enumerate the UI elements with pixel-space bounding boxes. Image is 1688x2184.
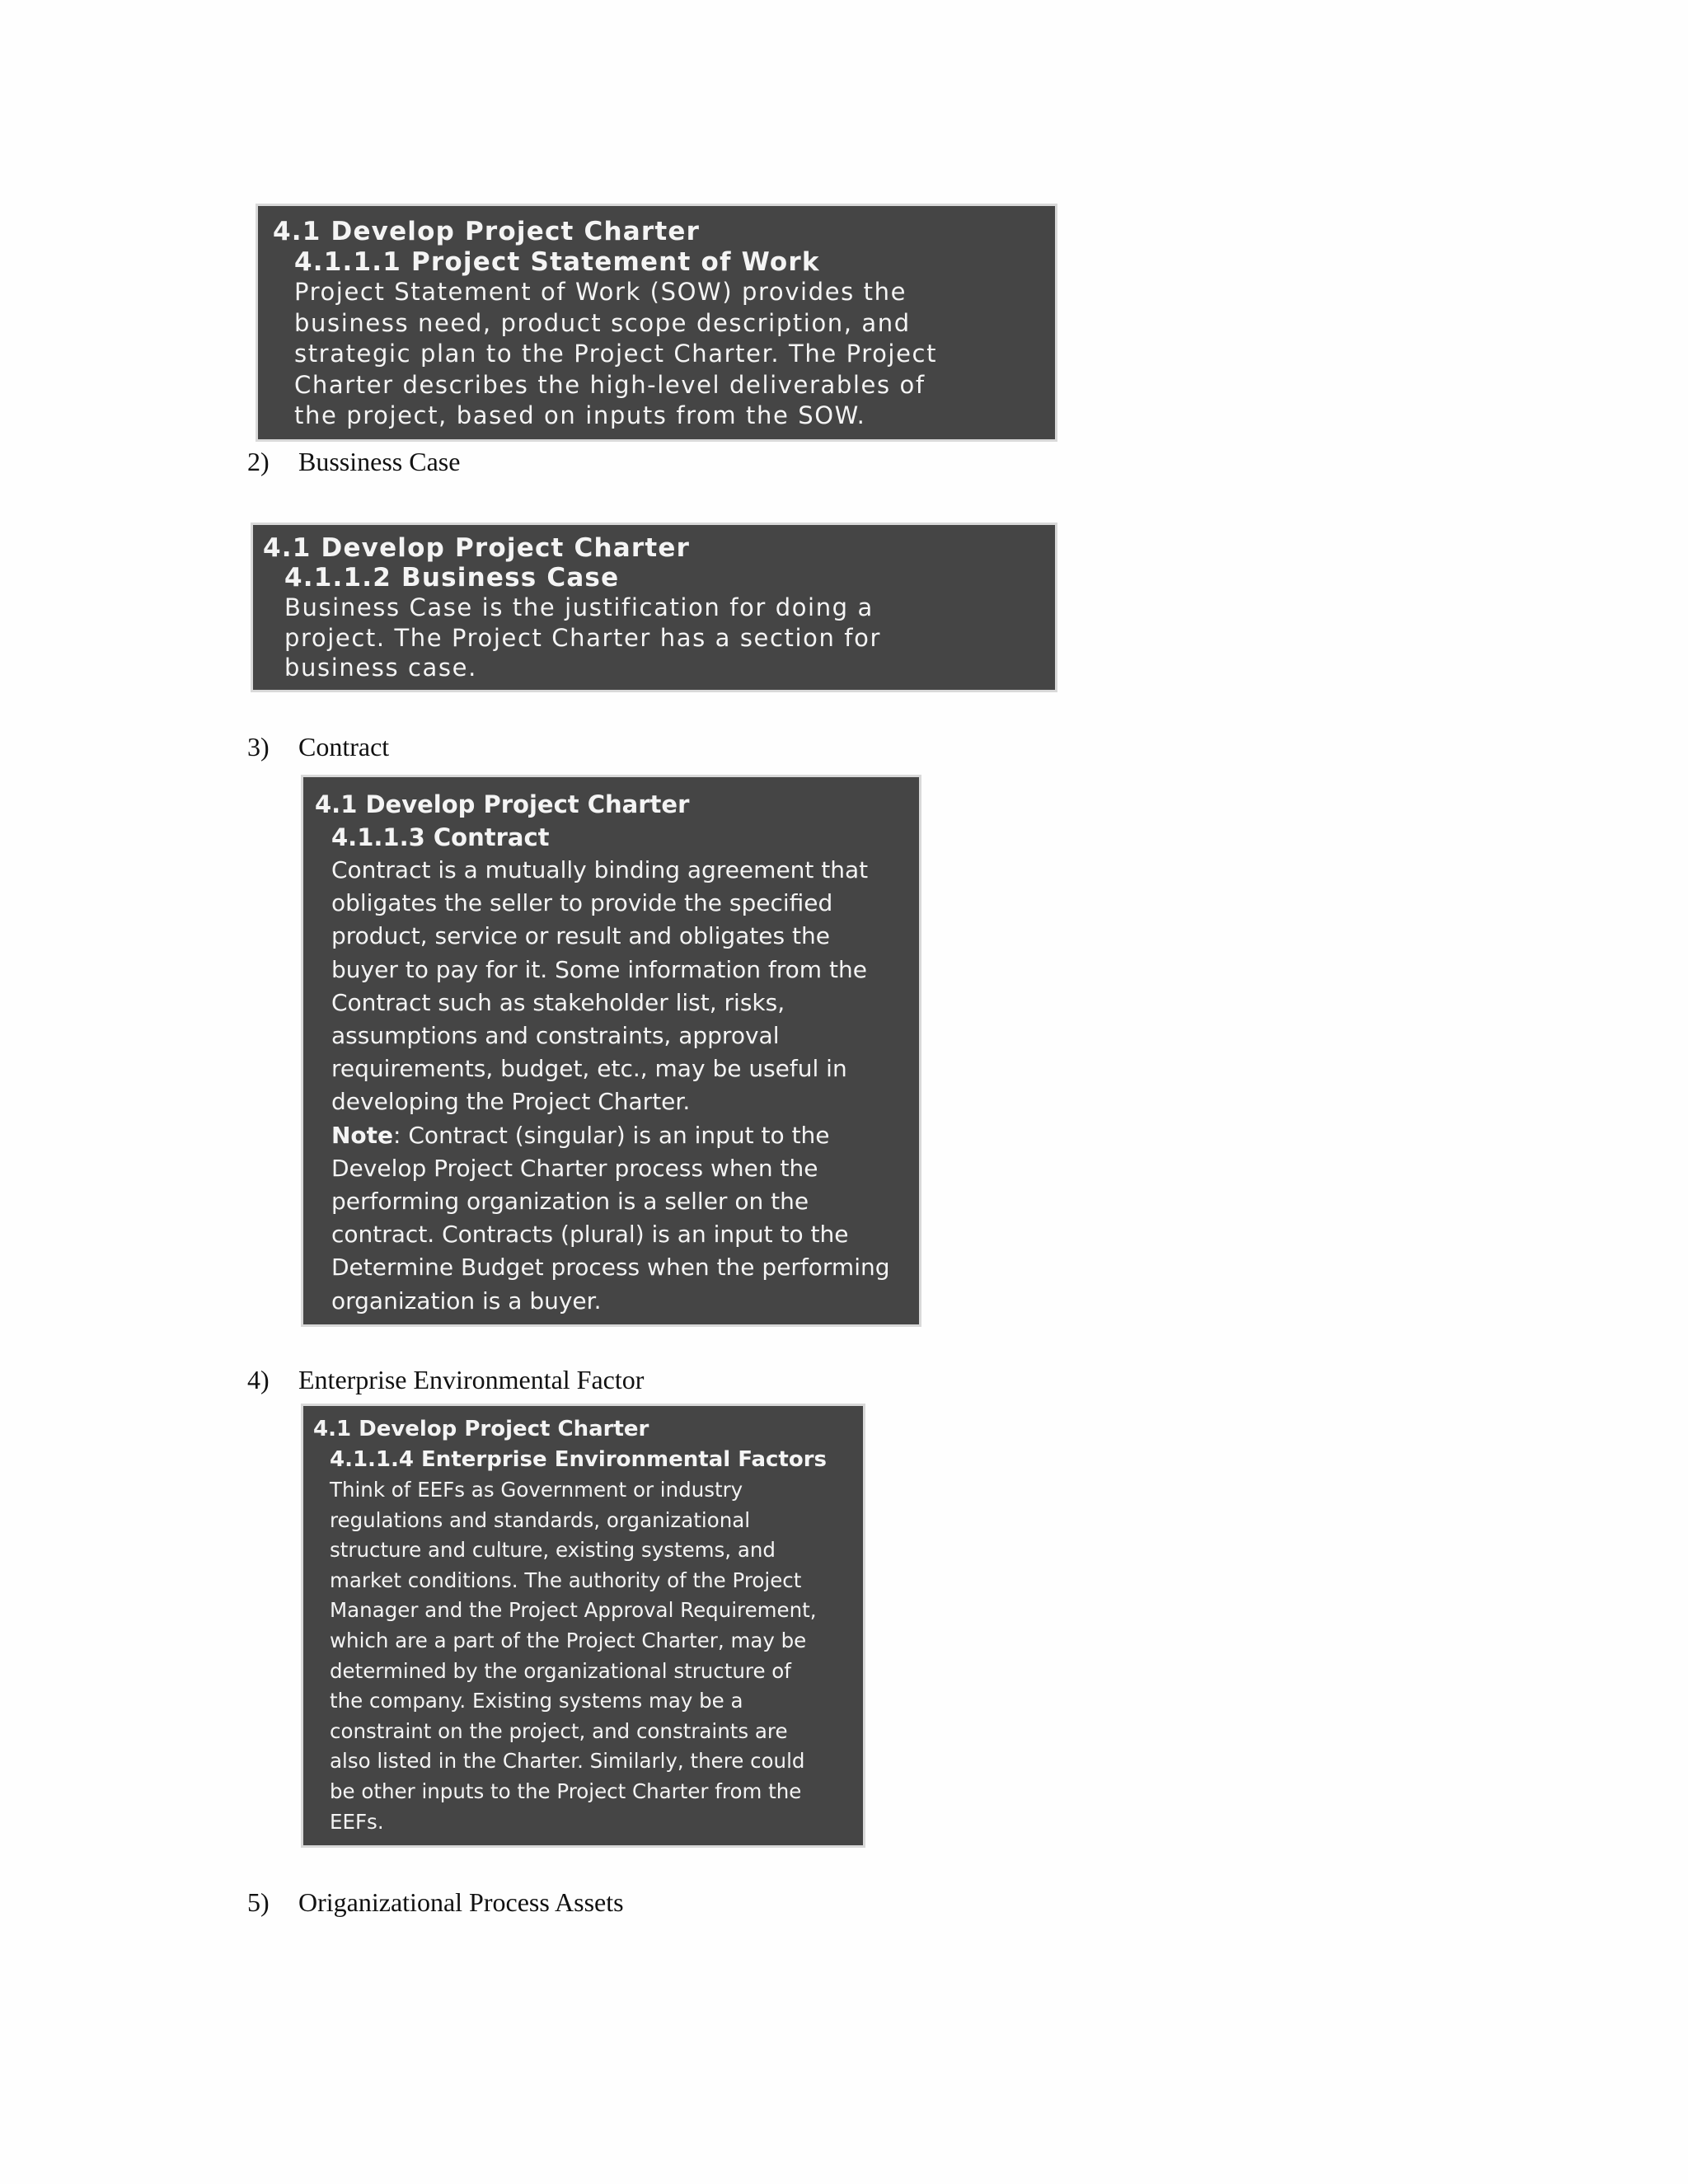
callout-line: Charter describes the high-level deliverables of: [294, 370, 926, 399]
callout-line: also listed in the Charter. Similarly, there could: [330, 1749, 805, 1774]
note-label: Note: [331, 1121, 394, 1149]
callout-line: Manager and the Project Approval Requirement,: [330, 1598, 817, 1623]
callout-subtitle: 4.1.1.4 Enterprise Environmental Factors: [330, 1447, 827, 1472]
contract-callout-image: [301, 775, 921, 1327]
callout-line: business case.: [284, 654, 477, 682]
list-item-eef: [247, 1365, 644, 1395]
callout-line: constraint on the project, and constraints are: [330, 1718, 788, 1743]
list-item-opa: [247, 1887, 624, 1918]
list-item-label: Origanizational Process Assets: [298, 1887, 624, 1917]
callout-line: organization is a buyer.: [331, 1286, 602, 1315]
callout-line: requirements, budget, etc., may be useful in: [331, 1055, 847, 1083]
callout-line: Think of EEFs as Government or industry: [330, 1478, 743, 1502]
callout-line: performing organization is a seller on the: [331, 1188, 809, 1216]
callout-line: Project Statement of Work (SOW) provides the: [294, 278, 907, 306]
callout-line: be other inputs to the Project Charter from the: [330, 1779, 802, 1803]
list-item-number: 2): [247, 447, 270, 476]
callout-line: Contract such as stakeholder list, risks,: [331, 988, 785, 1016]
callout-line: Business Case is the justification for doing a: [284, 593, 874, 621]
list-item-label: Enterprise Environmental Factor: [298, 1365, 645, 1394]
list-item-number: 5): [247, 1887, 270, 1917]
list-item-label: Bussiness Case: [298, 447, 461, 476]
callout-line: Determine Budget process when the performing: [331, 1254, 890, 1282]
callout-line: developing the Project Charter.: [331, 1088, 691, 1116]
callout-line: Develop Project Charter process when the: [331, 1154, 818, 1182]
callout-line: business need, product scope description, and: [294, 308, 911, 337]
callout-subtitle: 4.1.1.1 Project Statement of Work: [294, 247, 820, 277]
list-item-contract: [247, 732, 389, 762]
callout-line: EEFs.: [330, 1809, 384, 1834]
callout-subtitle: 4.1.1.2 Business Case: [284, 563, 620, 593]
callout-line: the project, based on inputs from the SOW.: [294, 401, 866, 429]
business-case-callout-image: [251, 523, 1057, 692]
callout-line: assumptions and constraints, approval: [331, 1022, 780, 1050]
callout-line: contract. Contracts (plural) is an input to the: [331, 1221, 849, 1249]
callout-line: regulations and standards, organizational: [330, 1507, 751, 1532]
list-item-number: 4): [247, 1365, 270, 1394]
list-item-label: Contract: [298, 732, 390, 762]
sow-callout-image: [256, 204, 1057, 442]
note-text: : Contract (singular) is an input to the: [393, 1121, 830, 1149]
callout-line: strategic plan to the Project Charter. The Project: [294, 340, 938, 368]
callout-title: 4.1 Develop Project Charter: [313, 1417, 649, 1441]
callout-line: which are a part of the Project Charter, may be: [330, 1628, 807, 1652]
callout-line: determined by the organizational structure of: [330, 1658, 791, 1683]
callout-line: buyer to pay for it. Some information from the: [331, 955, 867, 983]
callout-line: product, service or result and obligates the: [331, 922, 830, 950]
callout-line: the company. Existing systems may be a: [330, 1689, 743, 1713]
eef-callout-image: [301, 1404, 865, 1848]
callout-line: structure and culture, existing systems, and: [330, 1538, 776, 1563]
callout-title: 4.1 Develop Project Charter: [263, 533, 691, 563]
list-item-number: 3): [247, 732, 270, 762]
callout-title: 4.1 Develop Project Charter: [315, 790, 690, 818]
callout-title: 4.1 Develop Project Charter: [273, 217, 701, 246]
callout-line: project. The Project Charter has a section for: [284, 623, 881, 652]
callout-line: market conditions. The authority of the Project: [330, 1568, 802, 1592]
callout-line: Contract is a mutually binding agreement that: [331, 856, 869, 883]
list-item-business-case: [247, 447, 460, 477]
callout-line: obligates the seller to provide the specified: [331, 889, 833, 917]
callout-subtitle: 4.1.1.3 Contract: [331, 823, 550, 851]
callout-note-line: [315, 1119, 919, 1152]
